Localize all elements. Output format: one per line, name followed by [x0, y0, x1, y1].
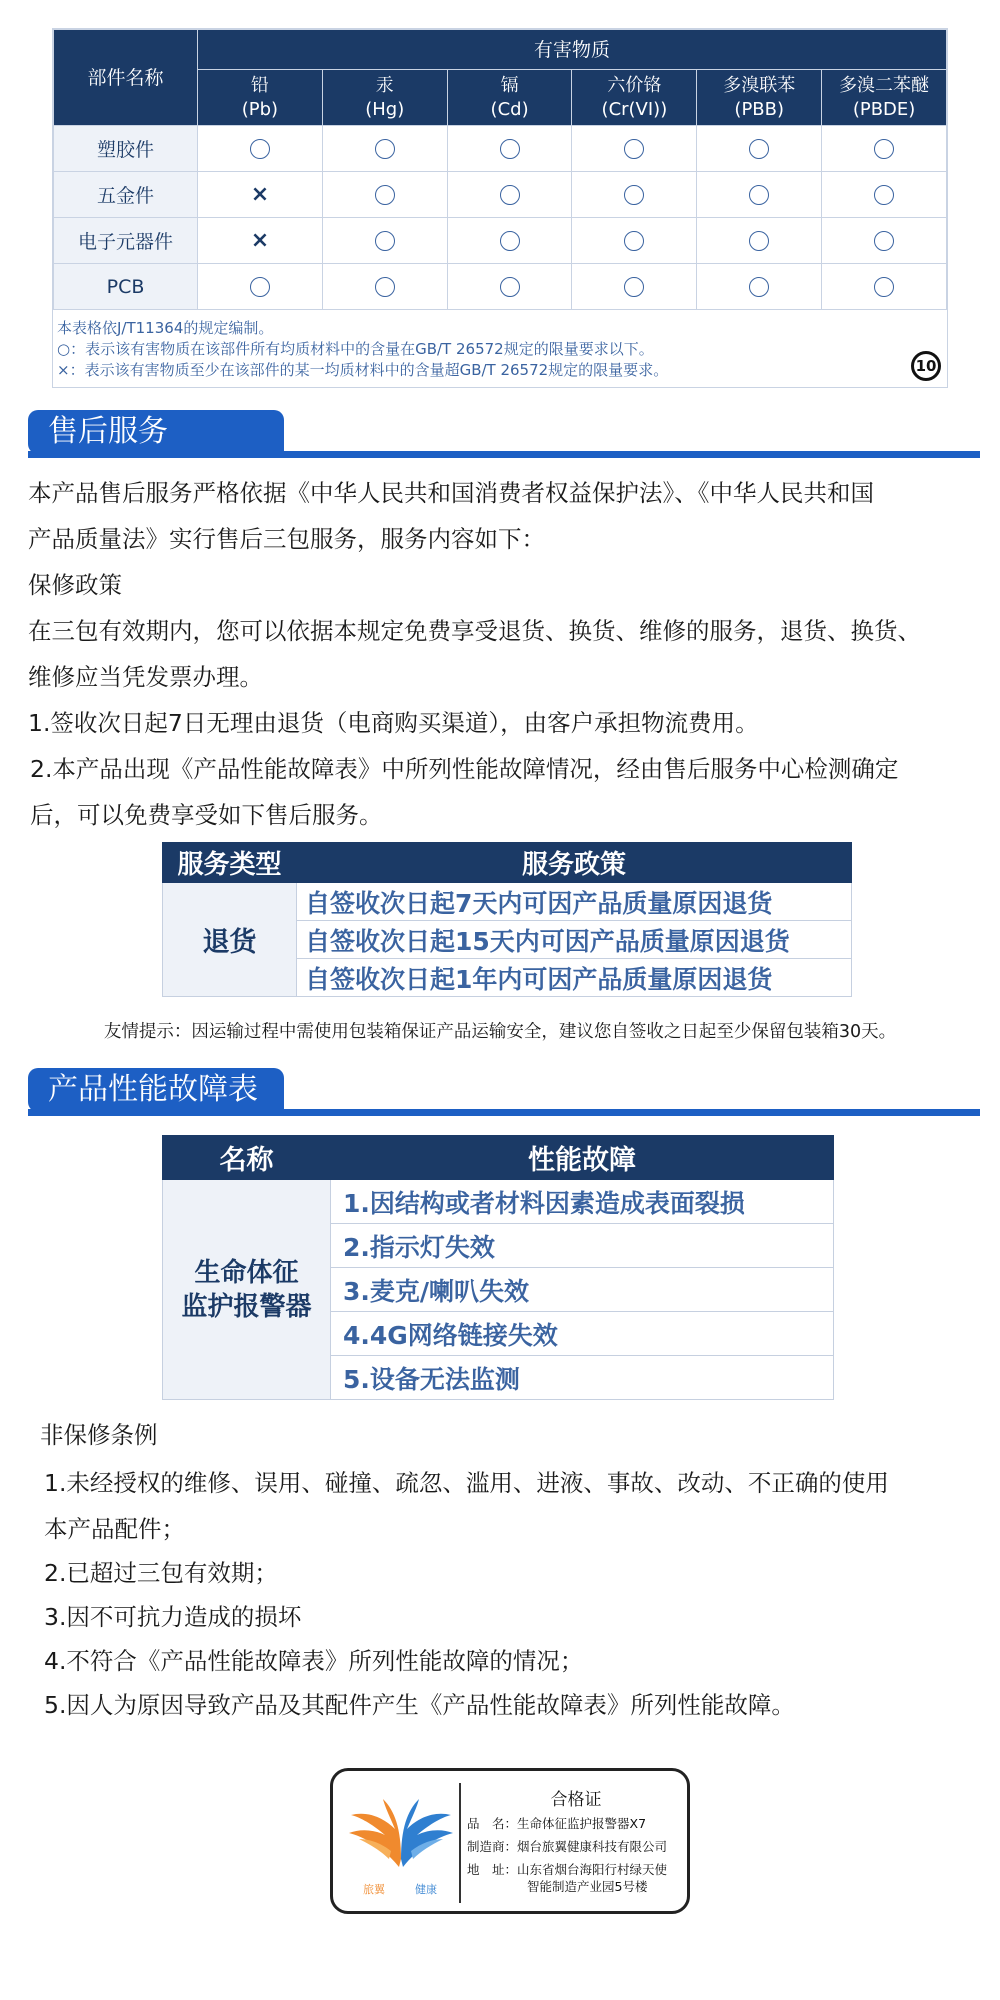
certificate-maker-row — [467, 1838, 667, 1855]
fault-item: 4.4G网络链接失效 — [331, 1312, 834, 1356]
substance-name: 镉 — [500, 74, 519, 96]
fault-table — [162, 1135, 834, 1400]
hazard-mark-cell — [198, 264, 323, 310]
fault-name-header: 名称 — [163, 1136, 331, 1180]
substance-symbol: (Cr(VI)) — [601, 98, 668, 120]
circle-mark-icon — [375, 139, 395, 159]
hazard-row — [54, 172, 947, 218]
warranty-policy-2: 维修应当凭发票办理。 — [28, 663, 263, 691]
circle-mark-icon — [500, 277, 520, 297]
substance-header — [697, 70, 822, 126]
after-sales-item-2a: 2.本产品出现《产品性能故障表》中所列性能故障情况，经由售后服务中心检测确定 — [30, 755, 899, 783]
hazard-mark-cell — [697, 126, 822, 172]
substance-symbol: (PBB) — [734, 98, 785, 120]
circle-mark-icon — [624, 277, 644, 297]
hazard-mark-cell — [322, 172, 447, 218]
hazard-notes — [53, 310, 947, 387]
after-sales-intro-2: 产品质量法》实行售后三包服务，服务内容如下： — [28, 525, 545, 553]
certificate-divider — [459, 1783, 461, 1903]
fault-section-header — [28, 1068, 980, 1116]
circle-mark-icon — [250, 139, 270, 159]
hazard-mark-cell — [822, 218, 947, 264]
circle-mark-icon — [874, 139, 894, 159]
certificate-address-label: 地 址： — [467, 1862, 518, 1877]
warranty-policy-title: 保修政策 — [28, 571, 122, 599]
certificate-address-value-1: 山东省烟台海阳行村绿天使 — [517, 1862, 668, 1877]
service-policy-item: 自签收次日起1年内可因产品质量原因退货 — [297, 959, 852, 997]
hazard-mark-cell — [572, 264, 697, 310]
substance-name: 汞 — [375, 74, 394, 96]
hazard-mark-cell — [572, 126, 697, 172]
fault-item: 1.因结构或者材料因素造成表面裂损 — [331, 1180, 834, 1224]
fault-item: 5.设备无法监测 — [331, 1356, 834, 1400]
hazard-note-1: 本表格依J/T11364的规定编制。 — [57, 319, 274, 337]
certificate-address-row — [467, 1861, 667, 1878]
circle-mark-icon — [874, 185, 894, 205]
hazard-note-3: ×：表示该有害物质至少在该部件的某一均质材料中的含量超GB/T 26572规定的限量要求。 — [57, 361, 669, 379]
certificate-product-row — [467, 1815, 646, 1832]
hazard-row — [54, 264, 947, 310]
recycle-period-icon — [911, 351, 941, 381]
circle-mark-icon — [624, 231, 644, 251]
fault-item: 3.麦克/喇叭失效 — [331, 1268, 834, 1312]
part-name: 塑胶件 — [54, 126, 198, 172]
hazard-mark-cell — [697, 172, 822, 218]
certificate-address-row-2 — [527, 1878, 647, 1895]
certificate-maker-label: 制造商： — [467, 1839, 518, 1854]
hazard-mark-cell — [447, 264, 572, 310]
hazard-mark-cell — [822, 172, 947, 218]
substance-header — [447, 70, 572, 126]
circle-mark-icon — [749, 185, 769, 205]
circle-mark-icon — [624, 185, 644, 205]
substance-symbol: (PBDE) — [852, 98, 916, 120]
circle-mark-icon — [874, 277, 894, 297]
circle-mark-icon — [874, 231, 894, 251]
after-sales-item-2b: 后，可以免费享受如下售后服务。 — [30, 801, 383, 829]
qualification-certificate — [330, 1768, 690, 1914]
service-policy-item: 自签收次日起15天内可因产品质量原因退货 — [297, 921, 852, 959]
service-policy-header: 服务政策 — [297, 843, 852, 883]
fault-header: 性能故障 — [331, 1136, 834, 1180]
circle-mark-icon — [500, 231, 520, 251]
after-sales-title: 售后服务 — [28, 410, 284, 454]
cross-mark: × — [250, 182, 270, 207]
packaging-tip: 友情提示：因运输过程中需使用包装箱保证产品运输安全，建议您自签收之日起至少保留包装箱30天。 — [103, 1022, 897, 1042]
logo-text-left: 旅翼 — [363, 1883, 385, 1896]
hazard-mark-cell — [322, 126, 447, 172]
hazard-mark-cell — [447, 172, 572, 218]
device-name — [163, 1180, 331, 1400]
non-warranty-title: 非保修条例 — [40, 1421, 158, 1449]
hazard-table — [52, 28, 948, 388]
circle-mark-icon — [749, 139, 769, 159]
circle-mark-icon — [749, 231, 769, 251]
certificate-product-value: 生命体征监护报警器X7 — [517, 1816, 647, 1831]
hazard-mark-cell — [447, 218, 572, 264]
substance-header — [322, 70, 447, 126]
hazard-row — [54, 126, 947, 172]
service-type-header: 服务类型 — [163, 843, 297, 883]
substance-name: 多溴二苯醚 — [839, 74, 930, 96]
part-name-header: 部件名称 — [54, 30, 198, 126]
substance-header — [198, 70, 323, 126]
circle-mark-icon — [375, 277, 395, 297]
hazard-mark-cell — [198, 126, 323, 172]
warranty-policy-1: 在三包有效期内，您可以依据本规定免费享受退货、换货、维修的服务，退货、换货、 — [28, 617, 921, 645]
hazard-mark-cell — [198, 172, 323, 218]
hazard-row — [54, 218, 947, 264]
substance-symbol: (Hg) — [365, 98, 405, 120]
device-name-line-2: 监护报警器 — [181, 1291, 312, 1322]
hazard-mark-cell — [572, 218, 697, 264]
circle-mark-icon — [624, 139, 644, 159]
wings-logo — [345, 1789, 457, 1897]
hazard-mark-cell — [697, 264, 822, 310]
substance-name: 多溴联苯 — [723, 74, 796, 96]
after-sales-item-1: 1.签收次日起7日无理由退货（电商购买渠道），由客户承担物流费用。 — [28, 709, 759, 737]
certificate-title: 合格证 — [550, 1790, 602, 1810]
after-sales-intro-1: 本产品售后服务严格依据《中华人民共和国消费者权益保护法》、《中华人民共和国 — [28, 479, 874, 507]
substance-symbol: (Cd) — [490, 98, 529, 120]
hazard-mark-cell — [198, 218, 323, 264]
substance-header — [572, 70, 697, 126]
non-warranty-item-4: 4.不符合《产品性能故障表》所列性能故障的情况； — [44, 1647, 584, 1675]
circle-mark-icon — [375, 231, 395, 251]
hazard-mark-cell — [447, 126, 572, 172]
non-warranty-item-5: 5.因人为原因导致产品及其配件产生《产品性能故障表》所列性能故障。 — [44, 1691, 795, 1719]
fault-section-title: 产品性能故障表 — [28, 1068, 284, 1112]
substance-header — [822, 70, 947, 126]
part-name: PCB — [54, 264, 198, 310]
substance-name: 铅 — [250, 74, 269, 96]
substance-name: 六价铬 — [607, 74, 662, 96]
non-warranty-item-2: 2.已超过三包有效期； — [44, 1559, 278, 1587]
circle-mark-icon — [375, 185, 395, 205]
hazard-mark-cell — [697, 218, 822, 264]
logo-text-right: 健康 — [415, 1883, 437, 1896]
non-warranty-item-1b: 本产品配件； — [44, 1515, 185, 1543]
non-warranty-item-3: 3.因不可抗力造成的损坏 — [44, 1603, 302, 1631]
after-sales-header — [28, 410, 980, 458]
hazard-group-header: 有害物质 — [198, 30, 947, 70]
hazard-mark-cell — [572, 172, 697, 218]
device-name-line-1: 生命体征 — [194, 1257, 299, 1288]
part-name: 电子元器件 — [54, 218, 198, 264]
certificate-address-value-2: 智能制造产业园5号楼 — [527, 1879, 648, 1894]
substance-symbol: (Pb) — [241, 98, 279, 120]
hazard-mark-cell — [322, 264, 447, 310]
service-type-return: 退货 — [163, 883, 297, 997]
certificate-product-label: 品 名： — [467, 1816, 518, 1831]
certificate-maker-value: 烟台旅翼健康科技有限公司 — [517, 1839, 668, 1854]
non-warranty-item-1a: 1.未经授权的维修、误用、碰撞、疏忽、滥用、进液、事故、改动、不正确的使用 — [44, 1469, 889, 1497]
circle-mark-icon — [749, 277, 769, 297]
circle-mark-icon — [500, 139, 520, 159]
part-name: 五金件 — [54, 172, 198, 218]
service-policy-item: 自签收次日起7天内可因产品质量原因退货 — [297, 883, 852, 921]
circle-mark-icon — [250, 277, 270, 297]
fault-item: 2.指示灯失效 — [331, 1224, 834, 1268]
hazard-mark-cell — [822, 264, 947, 310]
hazard-note-2: ○：表示该有害物质在该部件所有均质材料中的含量在GB/T 26572规定的限量要求以下。 — [57, 340, 654, 358]
service-table — [162, 842, 852, 997]
cross-mark: × — [250, 228, 270, 253]
hazard-mark-cell — [822, 126, 947, 172]
circle-mark-icon — [500, 185, 520, 205]
hazard-mark-cell — [322, 218, 447, 264]
recycle-period-value: 10 — [915, 356, 937, 375]
